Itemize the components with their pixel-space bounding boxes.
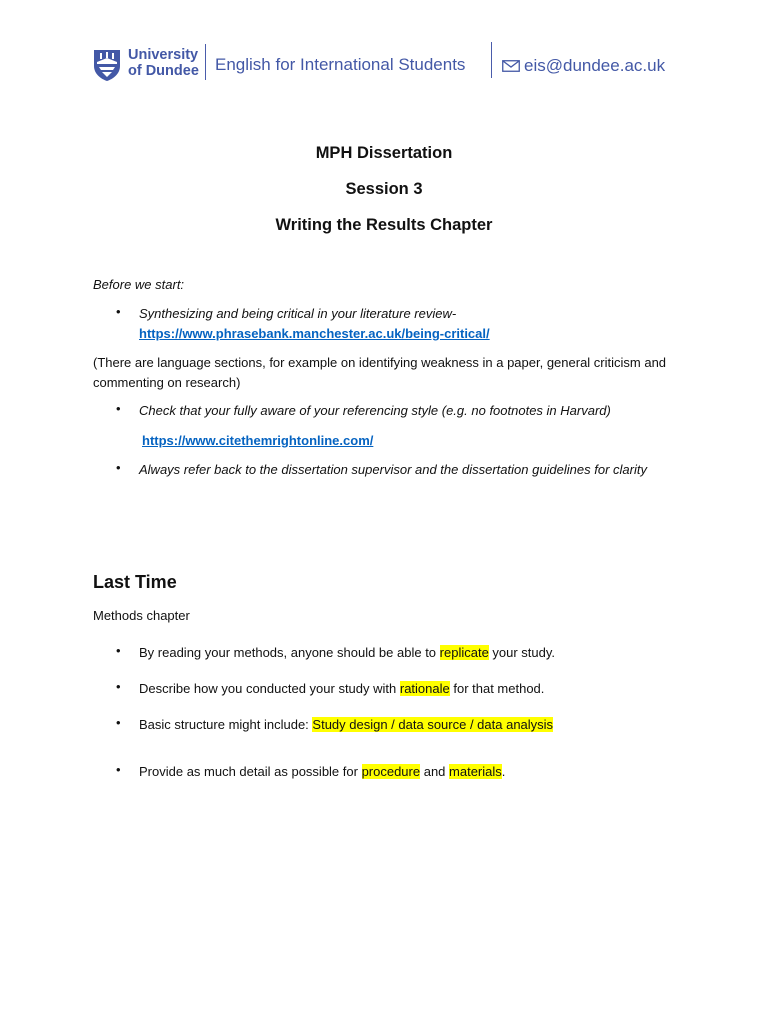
session-title: Session 3 bbox=[345, 180, 423, 198]
bullet-marker: • bbox=[116, 715, 121, 730]
list-item-text: Synthesizing and being critical in your literature review- bbox=[139, 306, 457, 321]
university-name bbox=[128, 47, 199, 79]
highlighted-term: replicate bbox=[439, 645, 489, 660]
section-subheading: Methods chapter bbox=[93, 608, 190, 623]
list-item-text: your study. bbox=[488, 645, 556, 660]
bullet-marker: • bbox=[116, 401, 121, 416]
header-divider bbox=[491, 42, 492, 78]
section-heading: Last Time bbox=[93, 572, 177, 592]
department-name: English for International Students bbox=[215, 55, 466, 74]
chapter-title: Writing the Results Chapter bbox=[275, 216, 493, 234]
list-item bbox=[139, 715, 699, 735]
university-name-line1: University bbox=[128, 47, 199, 63]
bullet-marker: • bbox=[116, 679, 121, 694]
bullet-marker: • bbox=[116, 762, 121, 777]
cite-them-right-link[interactable]: https://www.citethemrightonline.com/ bbox=[142, 433, 374, 448]
list-item-text: Basic structure might include: bbox=[139, 717, 313, 732]
list-item: Check that your fully aware of your referencing style (e.g. no footnotes in Harvard) bbox=[139, 403, 611, 418]
letterhead bbox=[92, 42, 692, 82]
phrasebank-link[interactable]: https://www.phrasebank.manchester.ac.uk/being-critical/ bbox=[139, 325, 490, 341]
list-item bbox=[139, 304, 679, 343]
list-item-text: for that method. bbox=[449, 681, 545, 696]
language-note: (There are language sections, for example on identifying weakness in a paper, general criticism and commenting on research) bbox=[93, 355, 667, 390]
list-item bbox=[139, 643, 699, 663]
bullet-marker: • bbox=[116, 460, 121, 475]
contact-email[interactable]: eis@dundee.ac.uk bbox=[524, 56, 666, 75]
list-item bbox=[139, 762, 699, 782]
university-shield-icon bbox=[92, 48, 122, 82]
highlighted-term: Study design / data source / data analysis bbox=[312, 717, 554, 732]
list-item-text: . bbox=[501, 764, 506, 779]
list-item: Always refer back to the dissertation supervisor and the dissertation guidelines for clarity bbox=[139, 462, 647, 477]
highlighted-term: procedure bbox=[361, 764, 421, 779]
list-item-text: Provide as much detail as possible for bbox=[139, 764, 362, 779]
bullet-marker: • bbox=[116, 304, 121, 319]
list-item-text: and bbox=[420, 764, 450, 779]
bullet-marker: • bbox=[116, 643, 121, 658]
highlighted-term: materials bbox=[449, 764, 502, 779]
list-item-text: Describe how you conducted your study with bbox=[139, 681, 400, 696]
document-title: MPH Dissertation bbox=[315, 144, 453, 162]
list-item bbox=[139, 679, 699, 699]
highlighted-term: rationale bbox=[399, 681, 450, 696]
list-item-text: By reading your methods, anyone should be able to bbox=[139, 645, 440, 660]
before-we-start-label: Before we start: bbox=[93, 277, 185, 292]
university-name-line2: of Dundee bbox=[128, 63, 199, 79]
header-divider bbox=[205, 44, 206, 80]
envelope-icon bbox=[502, 60, 520, 72]
